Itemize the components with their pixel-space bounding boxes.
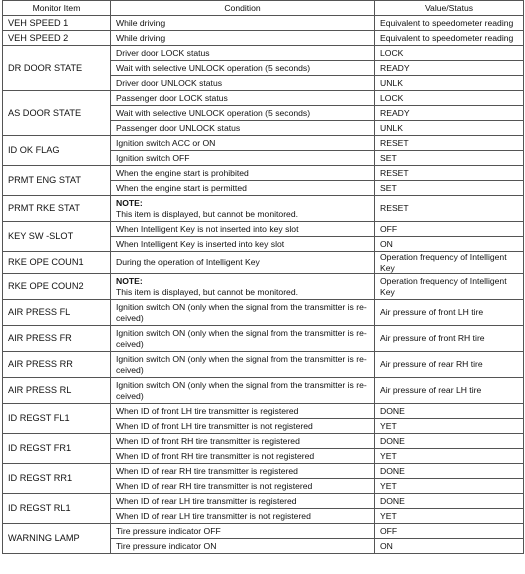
value-status-cell: Air pressure of rear LH tire: [375, 378, 524, 404]
table-row: [3, 464, 524, 479]
note-text: This item is displayed, but cannot be monitored.: [116, 286, 298, 297]
monitor-item-cell: ID OK FLAG: [3, 136, 111, 166]
condition-cell: [111, 181, 375, 196]
value-status-cell: RESET: [375, 136, 524, 151]
condition-text: Tire pressure indicator ON: [116, 540, 217, 551]
monitor-item-cell: ID REGST RR1: [3, 464, 111, 494]
value-status-cell: Air pressure of front RH tire: [375, 326, 524, 352]
condition-text: When ID of rear RH tire transmitter is not registered: [116, 480, 313, 491]
header-monitor-item: Monitor Item: [3, 1, 111, 16]
condition-text: Wait with selective UNLOCK operation (5 seconds): [116, 62, 311, 73]
monitor-item-cell: PRMT RKE STAT: [3, 196, 111, 222]
value-status-cell: LOCK: [375, 46, 524, 61]
condition-cell: [111, 91, 375, 106]
value-status-cell: ON: [375, 539, 524, 554]
condition-text: When ID of rear LH tire transmitter is registered: [116, 495, 297, 506]
condition-text: When the engine start is prohibited: [116, 167, 249, 178]
condition-text: When ID of rear RH tire transmitter is registered: [116, 465, 298, 476]
table-row: [3, 494, 524, 509]
table-row: [3, 31, 524, 46]
monitor-item-cell: RKE OPE COUN1: [3, 252, 111, 274]
condition-cell: [111, 121, 375, 136]
table-row: [3, 274, 524, 300]
table-row: [3, 166, 524, 181]
value-status-cell: Operation frequency of Intelligent Key: [375, 274, 524, 300]
table-row: [3, 222, 524, 237]
value-status-cell: YET: [375, 419, 524, 434]
condition-cell: [111, 539, 375, 554]
table-row: [3, 434, 524, 449]
value-status-cell: YET: [375, 479, 524, 494]
table-row: [3, 16, 524, 31]
table-row: [3, 91, 524, 106]
monitor-item-cell: DR DOOR STATE: [3, 46, 111, 91]
header-value-status: Value/Status: [375, 1, 524, 16]
condition-text: Wait with selective UNLOCK operation (5 seconds): [116, 107, 311, 118]
condition-text: When ID of front RH tire transmitter is not registered: [116, 450, 315, 461]
condition-cell: [111, 494, 375, 509]
value-status-cell: READY: [375, 106, 524, 121]
value-status-cell: DONE: [375, 404, 524, 419]
condition-cell: [111, 76, 375, 91]
monitor-item-cell: WARNING LAMP: [3, 524, 111, 554]
condition-text: Driver door LOCK status: [116, 47, 210, 58]
condition-cell: [111, 378, 375, 404]
value-status-cell: RESET: [375, 166, 524, 181]
condition-text: Passenger door LOCK status: [116, 92, 228, 103]
value-status-cell: SET: [375, 151, 524, 166]
note-label: NOTE:: [116, 276, 143, 286]
value-status-cell: UNLK: [375, 76, 524, 91]
value-status-cell: LOCK: [375, 91, 524, 106]
monitor-item-cell: AIR PRESS RR: [3, 352, 111, 378]
table-row: [3, 46, 524, 61]
monitor-item-cell: PRMT ENG STAT: [3, 166, 111, 196]
value-status-cell: DONE: [375, 464, 524, 479]
value-status-cell: Equivalent to speedometer reading: [375, 16, 524, 31]
table-row: [3, 196, 524, 222]
condition-cell: [111, 46, 375, 61]
condition-text: Ignition switch ON (only when the signal from the transmitter is re- ceived): [116, 302, 367, 323]
table-row: [3, 378, 524, 404]
condition-cell: [111, 31, 375, 46]
value-status-cell: Air pressure of rear RH tire: [375, 352, 524, 378]
note-label: NOTE:: [116, 198, 143, 208]
condition-cell: [111, 419, 375, 434]
table-header-row: [3, 1, 524, 16]
table-row: [3, 404, 524, 419]
condition-text: Tire pressure indicator OFF: [116, 525, 221, 536]
value-status-cell: SET: [375, 181, 524, 196]
condition-text: Passenger door UNLOCK status: [116, 122, 241, 133]
condition-text: During the operation of Intelligent Key: [116, 257, 260, 268]
condition-cell: [111, 151, 375, 166]
condition-cell: [111, 449, 375, 464]
condition-cell: [111, 464, 375, 479]
condition-cell: [111, 196, 375, 222]
note-text: This item is displayed, but cannot be monitored.: [116, 208, 298, 219]
table-body: [3, 16, 524, 554]
monitor-item-cell: AIR PRESS RL: [3, 378, 111, 404]
monitor-item-cell: AIR PRESS FR: [3, 326, 111, 352]
condition-text: When Intelligent Key is not inserted into key slot: [116, 223, 299, 234]
condition-cell: [111, 434, 375, 449]
header-condition: Condition: [111, 1, 375, 16]
condition-text: Ignition switch ON (only when the signal from the transmitter is re- ceived): [116, 328, 367, 349]
value-status-cell: DONE: [375, 494, 524, 509]
monitor-item-cell: ID REGST FR1: [3, 434, 111, 464]
value-status-cell: RESET: [375, 196, 524, 222]
monitor-item-cell: ID REGST FL1: [3, 404, 111, 434]
monitor-item-cell: RKE OPE COUN2: [3, 274, 111, 300]
condition-text: When ID of rear LH tire transmitter is not registered: [116, 510, 311, 521]
table-row: [3, 326, 524, 352]
table-row: [3, 300, 524, 326]
condition-cell: [111, 222, 375, 237]
condition-cell: [111, 252, 375, 274]
condition-text: While driving: [116, 17, 166, 28]
condition-cell: [111, 352, 375, 378]
condition-cell: [111, 136, 375, 151]
condition-text: When ID of front LH tire transmitter is registered: [116, 405, 299, 416]
condition-text: When Intelligent Key is inserted into key slot: [116, 238, 285, 249]
condition-text: Ignition switch ON (only when the signal from the transmitter is re- ceived): [116, 380, 367, 401]
condition-cell: [111, 479, 375, 494]
value-status-cell: UNLK: [375, 121, 524, 136]
table-row: [3, 136, 524, 151]
monitor-item-table: [2, 0, 524, 554]
value-status-cell: DONE: [375, 434, 524, 449]
value-status-cell: OFF: [375, 524, 524, 539]
condition-cell: [111, 16, 375, 31]
condition-cell: [111, 509, 375, 524]
monitor-item-cell: KEY SW -SLOT: [3, 222, 111, 252]
value-status-cell: YET: [375, 509, 524, 524]
condition-cell: [111, 106, 375, 121]
condition-cell: [111, 274, 375, 300]
table-row: [3, 352, 524, 378]
condition-cell: [111, 326, 375, 352]
monitor-item-cell: AS DOOR STATE: [3, 91, 111, 136]
value-status-cell: OFF: [375, 222, 524, 237]
value-status-cell: YET: [375, 449, 524, 464]
value-status-cell: Operation frequency of Intelligent Key: [375, 252, 524, 274]
condition-text: When ID of front LH tire transmitter is not registered: [116, 420, 313, 431]
value-status-cell: Equivalent to speedometer reading: [375, 31, 524, 46]
table-row: [3, 524, 524, 539]
condition-text: While driving: [116, 32, 166, 43]
value-status-cell: READY: [375, 61, 524, 76]
monitor-item-cell: VEH SPEED 2: [3, 31, 111, 46]
condition-text: When the engine start is permitted: [116, 182, 247, 193]
condition-text: Driver door UNLOCK status: [116, 77, 223, 88]
condition-cell: [111, 300, 375, 326]
condition-text: When ID of front RH tire transmitter is registered: [116, 435, 300, 446]
monitor-item-cell: VEH SPEED 1: [3, 16, 111, 31]
condition-cell: [111, 404, 375, 419]
monitor-item-cell: AIR PRESS FL: [3, 300, 111, 326]
condition-text: Ignition switch OFF: [116, 152, 190, 163]
condition-cell: [111, 524, 375, 539]
condition-cell: [111, 61, 375, 76]
value-status-cell: ON: [375, 237, 524, 252]
monitor-item-cell: ID REGST RL1: [3, 494, 111, 524]
condition-text: Ignition switch ON (only when the signal from the transmitter is re- ceived): [116, 354, 367, 375]
condition-cell: [111, 237, 375, 252]
condition-text: Ignition switch ACC or ON: [116, 137, 216, 148]
table-row: [3, 252, 524, 274]
condition-cell: [111, 166, 375, 181]
value-status-cell: Air pressure of front LH tire: [375, 300, 524, 326]
